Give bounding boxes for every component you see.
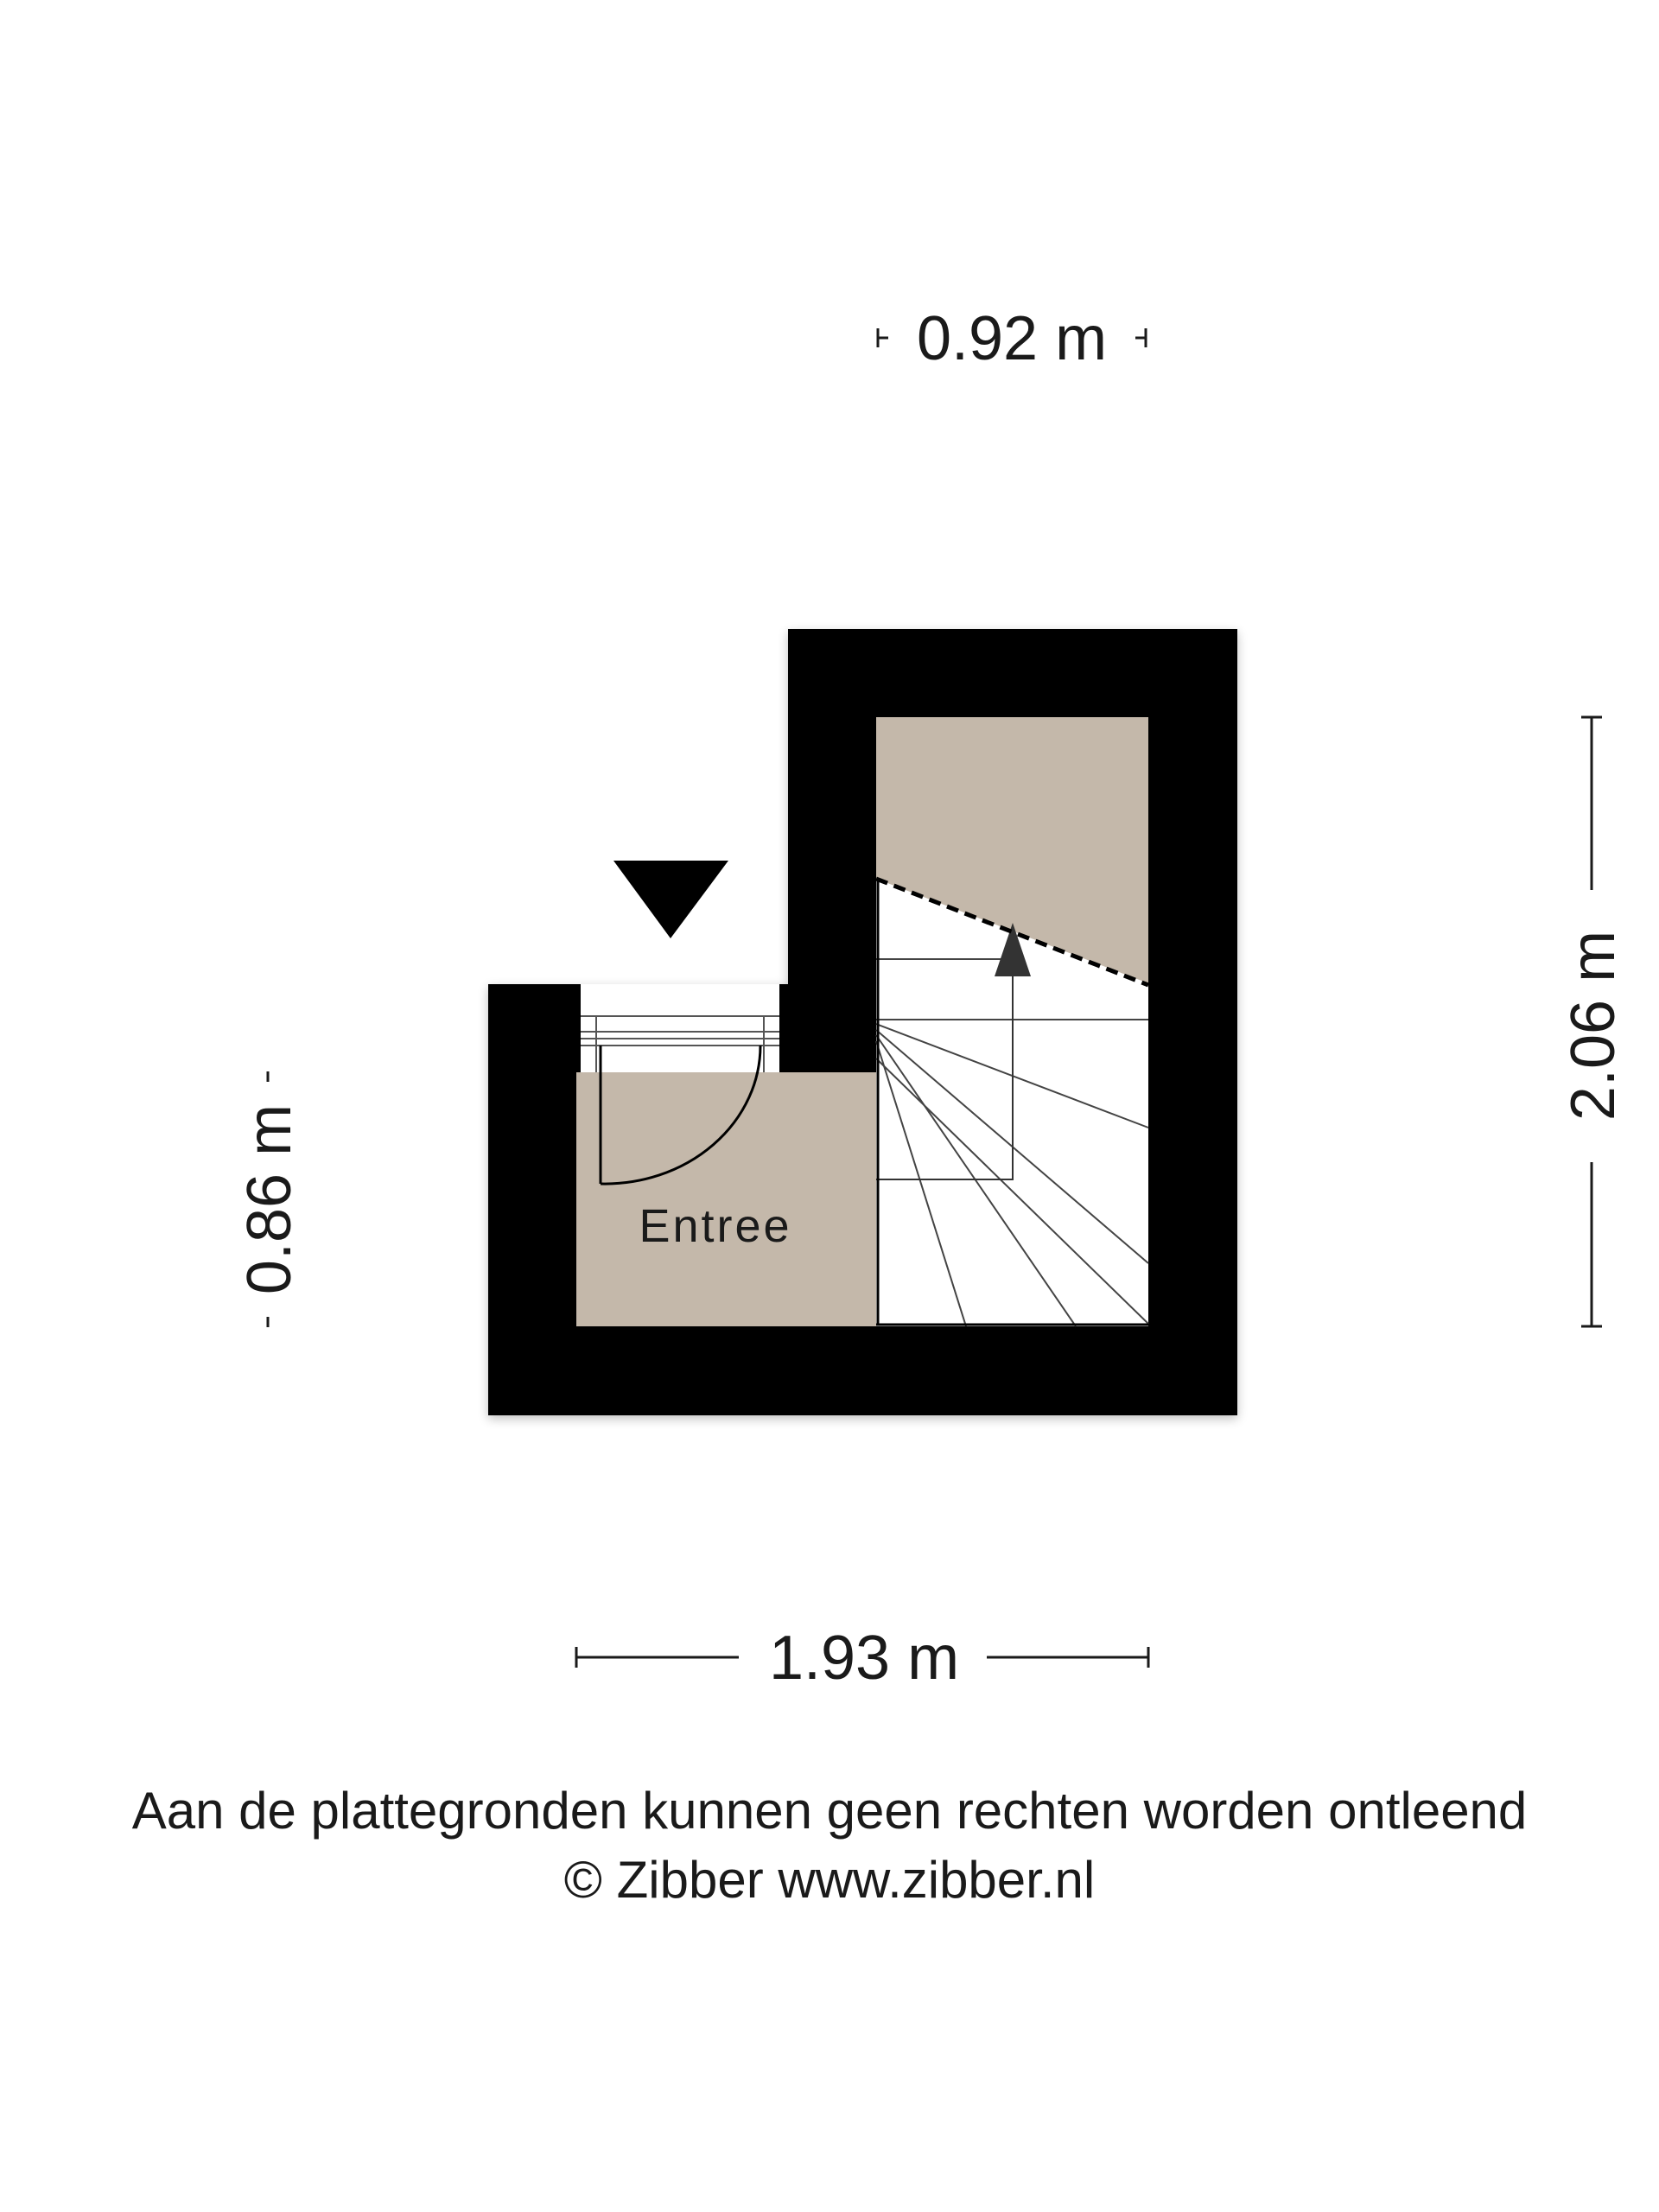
entree-room-floor — [576, 1072, 876, 1326]
dimension-bottom-label: 1.93 m — [768, 1624, 960, 1693]
dimension-right-label: 2.06 m — [1559, 930, 1628, 1122]
dimension-top-label: 0.92 m — [916, 304, 1108, 373]
dimension-left-label: 0.86 m — [235, 1103, 304, 1295]
door-opening — [581, 984, 779, 1072]
room-label-entree: Entree — [639, 1200, 792, 1252]
entrance-arrow-icon — [613, 861, 728, 938]
disclaimer-text: Aan de plattegronden kunnen geen rechten worden ontleend — [131, 1782, 1528, 1840]
copyright-text: © Zibber www.zibber.nl — [563, 1851, 1096, 1909]
